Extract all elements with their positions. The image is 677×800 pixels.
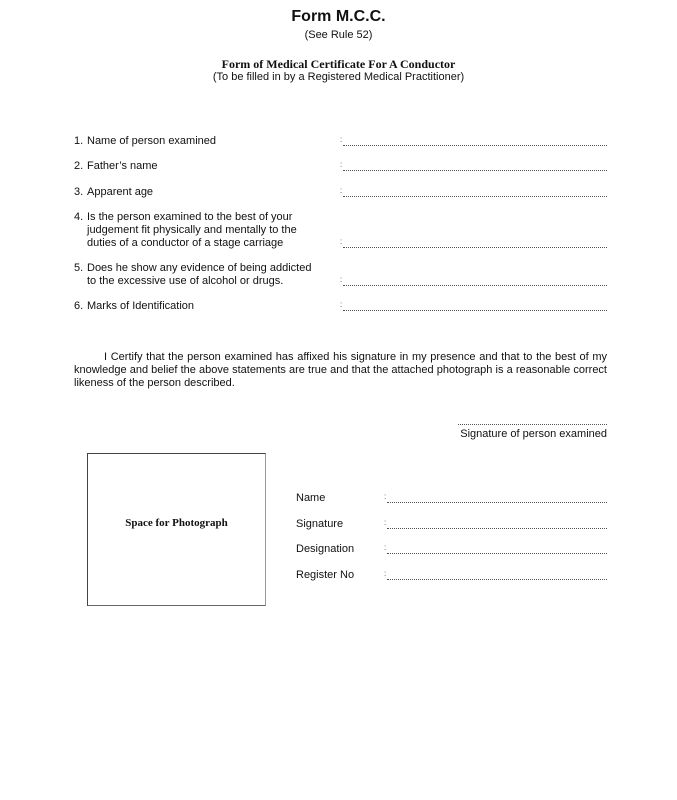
answer-field-father-name[interactable] [343,170,607,171]
answer-field-name[interactable] [343,145,607,146]
colon: : [340,160,343,169]
item-label: Apparent age [87,186,154,198]
colon: : [384,569,387,578]
colon: : [384,518,387,527]
item-addiction [74,262,334,288]
item-number: 5. [74,262,84,274]
item-number: 2. [74,160,84,172]
practitioner-name-field[interactable] [387,502,607,503]
practitioner-designation-field[interactable] [387,553,607,554]
colon: : [340,300,343,309]
form-note: (To be filled in by a Registered Medical Practitioner) [212,71,465,83]
item-label: Marks of Identification [87,300,194,312]
item-age [74,186,334,199]
item-number: 4. [74,211,84,223]
item-fitness [74,211,334,250]
colon: : [340,275,343,284]
item-identification [74,300,334,313]
item-number: 6. [74,300,84,312]
colon: : [384,543,387,552]
item-label: judgement fit physically and mentally to the [87,224,297,236]
answer-field-fitness[interactable] [343,247,607,248]
colon: : [340,237,343,246]
certification-paragraph [74,351,607,390]
signature-label: Signature of person examined [460,428,607,440]
item-label: duties of a conductor of a stage carriage [87,237,284,249]
practitioner-designation-label: Designation [296,543,355,555]
photograph-label: Space for Photograph [125,517,228,529]
practitioner-signature-field[interactable] [387,528,607,529]
item-name [74,135,334,148]
form-subtitle: Form of Medical Certificate For A Conductor [221,57,456,71]
item-label: to the excessive use of alcohol or drugs. [87,275,284,287]
answer-field-identification[interactable] [343,310,607,311]
item-number: 1. [74,135,84,147]
signature-line[interactable] [458,424,607,425]
item-label: Does he show any evidence of being addicted [87,262,312,274]
practitioner-register-field[interactable] [387,579,607,580]
form-title: Form M.C.C. [291,8,386,25]
photograph-box [87,453,266,606]
practitioner-signature-label: Signature [296,518,344,530]
answer-field-addiction[interactable] [343,285,607,286]
item-label: Name of person examined [87,135,217,147]
certification-text: I Certify that the person examined has affixed his signature in my presence and that to the best of my knowledge and belief the above statements are true and that the attached photograph is a reasonable correct likeness of the person described. [74,351,607,389]
colon: : [384,492,387,501]
item-number: 3. [74,186,84,198]
item-label: Father’s name [87,160,158,172]
item-father-name [74,160,334,173]
item-label: Is the person examined to the best of your [87,211,293,223]
colon: : [340,186,343,195]
practitioner-register-label: Register No [296,569,355,581]
practitioner-name-label: Name [296,492,326,504]
rule-reference: (See Rule 52) [304,29,373,41]
answer-field-age[interactable] [343,196,607,197]
colon: : [340,135,343,144]
